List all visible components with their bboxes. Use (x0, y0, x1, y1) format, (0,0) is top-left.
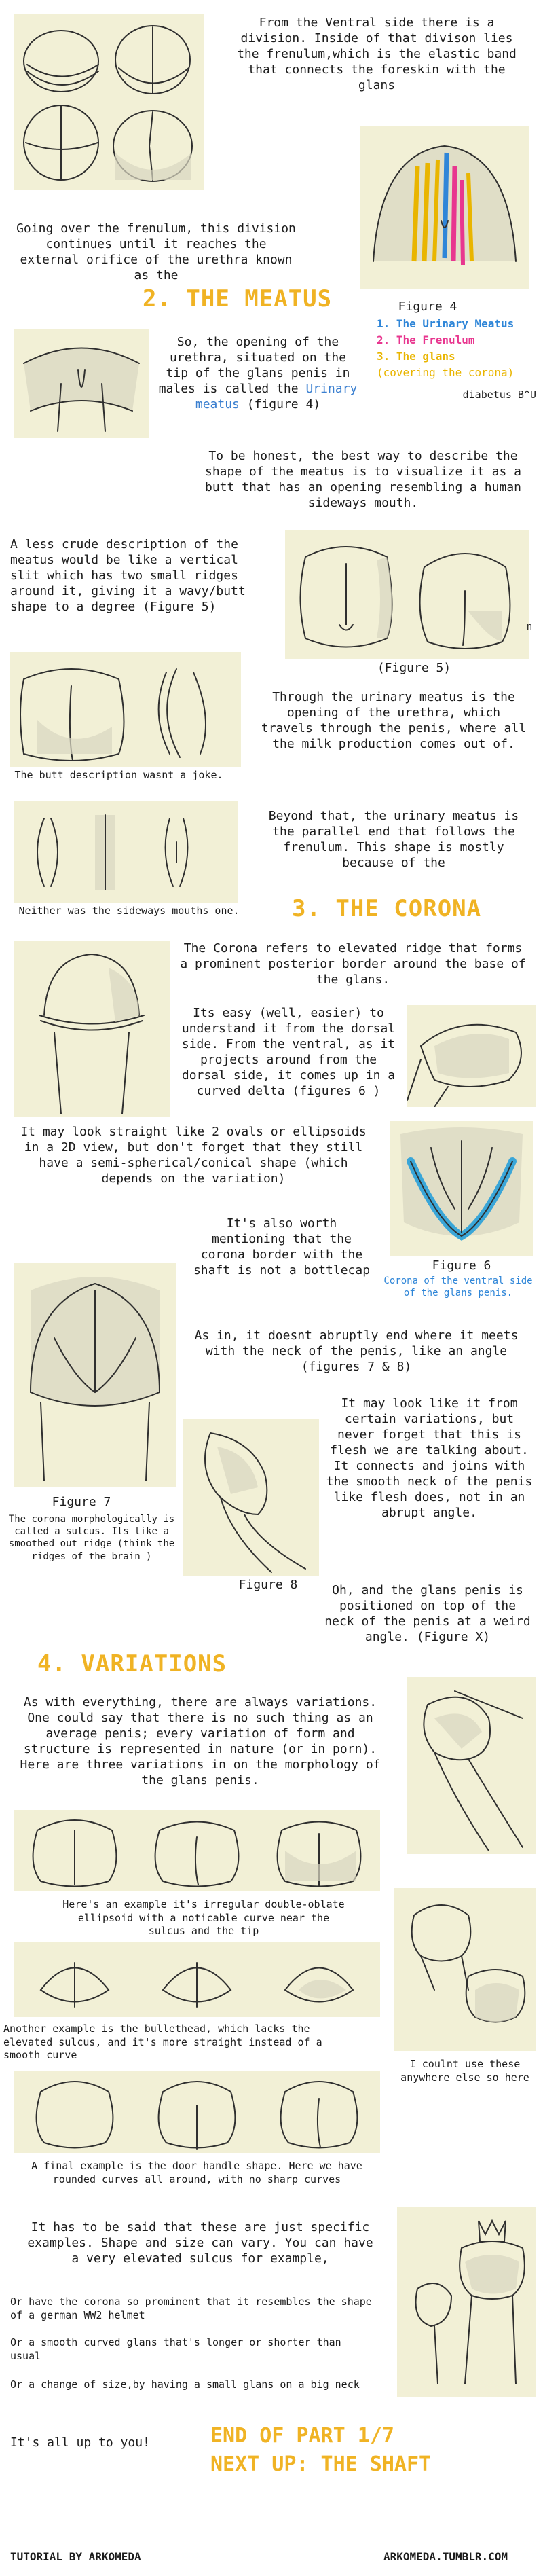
intro-paragraph-2: Going over the frenulum, this division continues until it reaches the external orifice of the urethra known as the (16, 221, 296, 283)
figure-5-mark: n (526, 621, 533, 632)
figure-4-sketch (360, 126, 529, 289)
helmet-sketch (397, 2207, 536, 2397)
corona-paragraph-2: Its easy (well, easier) to understand it from the dorsal side. From the ventral, as it projects around from the dorsal side, it comes up in a curved delta (figures 6 ) (181, 1006, 396, 1099)
variations-paragraph-5: Or a change of size,by having a small glans on a big neck (10, 2378, 360, 2391)
legend-glans-note: (covering the corona) (377, 366, 514, 379)
meatus-paragraph-2: To be honest, the best way to describe the shape of the meatus is to visualize it as a butt that has an opening resembling a human sideways mouth. (205, 449, 521, 511)
variation-1-sketch (14, 1810, 380, 1891)
legend-glans: 3. The glans (377, 350, 455, 363)
corona-paragraph-6: It may look like it from certain variations, but never forget that this is flesh we are talking about. It connects and joins with the smooth neck of the penis like flesh does, not in an abrupt angle. (326, 1396, 533, 1521)
mouth-caption: Neither was the sideways mouths one. (18, 905, 240, 917)
footer-credit: TUTORIAL BY ARKOMEDA (10, 2550, 141, 2563)
variations-heading: 4. VARIATIONS (37, 1650, 227, 1677)
intro-paragraph-1: From the Ventral side there is a division. Inside of that divison lies the frenulum,which is the elastic band that connects the foreskin with the glans (237, 16, 517, 93)
butt-sketch (10, 652, 241, 767)
figure-7-caption: The corona morphologically is called a sulcus. Its like a smoothed out ridge (think the ridges of the brain ) (8, 1514, 175, 1562)
footer-link[interactable]: ARKOMEDA.TUMBLR.COM (383, 2550, 508, 2563)
variation-2-text: Another example is the bullethead, which lacks the elevated sulcus, and it's more straight instead of a smooth curve (3, 2022, 322, 2061)
variations-paragraph-1: As with everything, there are always variations. One could say that there is no such thing as an average penis; every variation of form and structure is represented in nature (or in porn). Here are three variations in on the morphology of the glans penis. (20, 1695, 381, 1788)
variation-3-sketch (14, 2071, 380, 2153)
figure-4-legend (377, 316, 540, 381)
variation-2-sketch (14, 1942, 380, 2017)
meatus-paragraph-4: Through the urinary meatus is the opening of the urethra, which travels through the penis, where all the milk production comes out of. (261, 690, 527, 752)
meatus-p1-ref: (figure 4) (246, 397, 321, 412)
meatus-heading: 2. THE MEATUS (143, 285, 333, 312)
figure-7-sketch (14, 1263, 176, 1487)
meatus-paragraph-1 (156, 334, 360, 412)
corona-paragraph-5: As in, it doesnt abruptly end where it meets with the neck of the penis, like an angle (figures 7 & 8) (194, 1328, 519, 1375)
variations-paragraph-3: Or have the corona so prominent that it resembles the shape of a german WW2 helmet (10, 2296, 372, 2321)
figure-8-title: Figure 8 (238, 1578, 298, 1592)
corona-side-sketch (407, 1005, 536, 1107)
next-up-title: NEXT UP: THE SHAFT (210, 2452, 432, 2476)
variation-1-text: Here's an example it's irregular double-oblate ellipsoid with a noticable curve near the sulcus and the tip (62, 1898, 345, 1937)
figure-6-sketch (390, 1121, 533, 1256)
end-part-title: END OF PART 1/7 (210, 2424, 394, 2448)
figure-4-signature: diabetus B^U (462, 388, 536, 401)
butt-caption: The butt description wasnt a joke. (14, 769, 223, 781)
figure-x-sketch (407, 1677, 536, 1854)
figure-5-sketch (285, 530, 529, 659)
figure-5-caption: (Figure 5) (377, 661, 451, 675)
figure-6-caption: Corona of the ventral side of the glans penis. (383, 1275, 533, 1299)
corona-paragraph-7: Oh, and the glans penis is positioned on top of the neck of the penis at a weird angle. (Figure X) (324, 1583, 531, 1645)
legend-urinary-meatus: 1. The Urinary Meatus (377, 317, 514, 330)
figure-6-title: Figure 6 (432, 1258, 491, 1273)
figure-4-title: Figure 4 (398, 300, 457, 314)
variations-paragraph-6: It's all up to you! (10, 2435, 150, 2450)
variations-paragraph-2: It has to be said that these are just specific examples. Shape and size can vary. You can have a very elevated sulcus for example, (27, 2220, 373, 2266)
corona-dorsal-sketch (14, 941, 170, 1117)
intro-sketches (14, 14, 204, 190)
meatus-paragraph-3: A less crude description of the meatus would be like a vertical slit which has two small ridges around it, giving it a wavy/butt shape to a degree (Figure 5) (10, 537, 246, 615)
side-note-sketch (394, 1888, 536, 2051)
urinary-meatus-term: Urinary meatus (195, 382, 358, 412)
legend-frenulum: 2. The Frenulum (377, 333, 475, 346)
figure-8-sketch (183, 1419, 319, 1576)
corona-paragraph-3: It may look straight like 2 ovals or ellipsoids in a 2D view, but don't forget that they still have a semi-spherical/conical shape (which depends on the variation) (20, 1125, 367, 1186)
meatus-p1-text: So, the opening of the urethra, situated on the tip of the glans penis in males is called the (158, 335, 350, 397)
corona-paragraph-1: The Corona refers to elevated ridge that forms a prominent posterior border around the base of the glans. (180, 941, 526, 987)
meatus-sketch (14, 329, 149, 438)
corona-paragraph-4: It's also worth mentioning that the corona border with the shaft is not a bottlecap (193, 1216, 371, 1278)
side-note-text: I coulnt use these anywhere else so here (400, 2058, 529, 2084)
variations-paragraph-4: Or a smooth curved glans that's longer or shorter than usual (10, 2336, 341, 2362)
mouth-sketch (14, 801, 238, 903)
meatus-paragraph-5: Beyond that, the urinary meatus is the parallel end that follows the frenulum. This shape is mostly because of the (268, 809, 519, 871)
corona-heading: 3. THE CORONA (292, 895, 482, 922)
figure-7-title: Figure 7 (52, 1495, 111, 1509)
variation-3-text: A final example is the door handle shape. Here we have rounded curves all around, with no sharp curves (31, 2160, 362, 2185)
